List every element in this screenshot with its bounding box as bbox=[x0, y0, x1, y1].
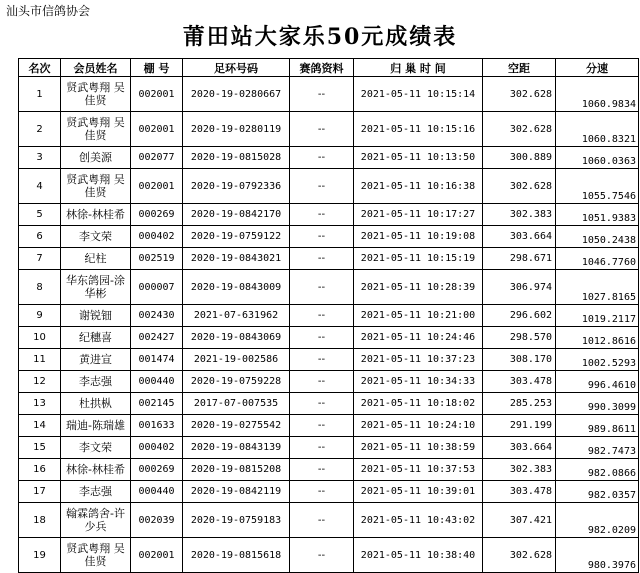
header-pigeon-info: 赛鸽资料 bbox=[290, 59, 354, 77]
table-row bbox=[19, 305, 639, 327]
rank-cell: 11 bbox=[19, 349, 61, 371]
table-row bbox=[19, 327, 639, 349]
rank-cell: 2 bbox=[19, 112, 61, 147]
return-time-cell: 2021-05-11 10:34:33 bbox=[354, 371, 483, 393]
member-name-cell: 林徐-林桂希 bbox=[61, 204, 131, 226]
loft-cell: 002077 bbox=[131, 147, 183, 169]
ring-number-cell: 2020-19-0843069 bbox=[183, 327, 290, 349]
rank-cell: 8 bbox=[19, 270, 61, 305]
loft-cell: 000007 bbox=[131, 270, 183, 305]
table-row bbox=[19, 147, 639, 169]
distance-cell: 302.628 bbox=[483, 77, 556, 112]
header-return-time: 归 巢 时 间 bbox=[354, 59, 483, 77]
speed-cell: 1060.9834 bbox=[556, 77, 639, 112]
rank-cell: 6 bbox=[19, 226, 61, 248]
header-ring-number: 足环号码 bbox=[183, 59, 290, 77]
return-time-cell: 2021-05-11 10:28:39 bbox=[354, 270, 483, 305]
header-speed: 分速 bbox=[556, 59, 639, 77]
header-rank: 名次 bbox=[19, 59, 61, 77]
pigeon-info-cell: -- bbox=[290, 503, 354, 538]
pigeon-info-cell: -- bbox=[290, 393, 354, 415]
member-name-cell: 贤武粤翔 吴佳贤 bbox=[61, 112, 131, 147]
loft-cell: 002001 bbox=[131, 112, 183, 147]
rank-cell: 15 bbox=[19, 437, 61, 459]
table-row bbox=[19, 77, 639, 112]
pigeon-info-cell: -- bbox=[290, 204, 354, 226]
pigeon-info-cell: -- bbox=[290, 147, 354, 169]
return-time-cell: 2021-05-11 10:15:14 bbox=[354, 77, 483, 112]
loft-cell: 000440 bbox=[131, 371, 183, 393]
pigeon-info-cell: -- bbox=[290, 538, 354, 573]
loft-cell: 001474 bbox=[131, 349, 183, 371]
ring-number-cell: 2020-19-0275542 bbox=[183, 415, 290, 437]
pigeon-info-cell: -- bbox=[290, 481, 354, 503]
loft-cell: 000440 bbox=[131, 481, 183, 503]
speed-cell: 982.0357 bbox=[556, 481, 639, 503]
speed-cell: 996.4610 bbox=[556, 371, 639, 393]
ring-number-cell: 2020-19-0280119 bbox=[183, 112, 290, 147]
loft-cell: 000402 bbox=[131, 437, 183, 459]
ring-number-cell: 2020-19-0842170 bbox=[183, 204, 290, 226]
return-time-cell: 2021-05-11 10:19:08 bbox=[354, 226, 483, 248]
speed-cell: 1019.2117 bbox=[556, 305, 639, 327]
member-name-cell: 谢锐钿 bbox=[61, 305, 131, 327]
loft-cell: 002430 bbox=[131, 305, 183, 327]
rank-cell: 9 bbox=[19, 305, 61, 327]
member-name-cell: 李志强 bbox=[61, 371, 131, 393]
ring-number-cell: 2020-19-0815618 bbox=[183, 538, 290, 573]
return-time-cell: 2021-05-11 10:13:50 bbox=[354, 147, 483, 169]
member-name-cell: 创美源 bbox=[61, 147, 131, 169]
pigeon-info-cell: -- bbox=[290, 226, 354, 248]
distance-cell: 303.478 bbox=[483, 371, 556, 393]
ring-number-cell: 2020-19-0815028 bbox=[183, 147, 290, 169]
speed-cell: 1055.7546 bbox=[556, 169, 639, 204]
pigeon-info-cell: -- bbox=[290, 459, 354, 481]
distance-cell: 303.478 bbox=[483, 481, 556, 503]
member-name-cell: 贤武粤翔 吴佳贤 bbox=[61, 538, 131, 573]
table-row bbox=[19, 169, 639, 204]
loft-cell: 000269 bbox=[131, 459, 183, 481]
rank-cell: 5 bbox=[19, 204, 61, 226]
ring-number-cell: 2020-19-0759228 bbox=[183, 371, 290, 393]
rank-cell: 13 bbox=[19, 393, 61, 415]
speed-cell: 1012.8616 bbox=[556, 327, 639, 349]
member-name-cell: 李文荣 bbox=[61, 226, 131, 248]
pigeon-info-cell: -- bbox=[290, 77, 354, 112]
return-time-cell: 2021-05-11 10:24:10 bbox=[354, 415, 483, 437]
distance-cell: 302.383 bbox=[483, 204, 556, 226]
ring-number-cell: 2020-19-0759183 bbox=[183, 503, 290, 538]
table-row bbox=[19, 270, 639, 305]
distance-cell: 296.602 bbox=[483, 305, 556, 327]
distance-cell: 302.628 bbox=[483, 112, 556, 147]
rank-cell: 10 bbox=[19, 327, 61, 349]
loft-cell: 002039 bbox=[131, 503, 183, 538]
speed-cell: 989.8611 bbox=[556, 415, 639, 437]
ring-number-cell: 2020-19-0792336 bbox=[183, 169, 290, 204]
ring-number-cell: 2017-07-007535 bbox=[183, 393, 290, 415]
distance-cell: 307.421 bbox=[483, 503, 556, 538]
rank-cell: 12 bbox=[19, 371, 61, 393]
speed-cell: 990.3099 bbox=[556, 393, 639, 415]
table-row bbox=[19, 204, 639, 226]
member-name-cell: 瑞迪-陈瑞雄 bbox=[61, 415, 131, 437]
table-row bbox=[19, 393, 639, 415]
member-name-cell: 李志强 bbox=[61, 481, 131, 503]
pigeon-info-cell: -- bbox=[290, 415, 354, 437]
member-name-cell: 翰霖鸽舍-许少兵 bbox=[61, 503, 131, 538]
rank-cell: 19 bbox=[19, 538, 61, 573]
return-time-cell: 2021-05-11 10:15:16 bbox=[354, 112, 483, 147]
ring-number-cell: 2020-19-0280667 bbox=[183, 77, 290, 112]
pigeon-info-cell: -- bbox=[290, 371, 354, 393]
return-time-cell: 2021-05-11 10:24:46 bbox=[354, 327, 483, 349]
distance-cell: 298.570 bbox=[483, 327, 556, 349]
table-row bbox=[19, 481, 639, 503]
rank-cell: 1 bbox=[19, 77, 61, 112]
distance-cell: 306.974 bbox=[483, 270, 556, 305]
speed-cell: 1046.7760 bbox=[556, 248, 639, 270]
loft-cell: 002427 bbox=[131, 327, 183, 349]
loft-cell: 002145 bbox=[131, 393, 183, 415]
return-time-cell: 2021-05-11 10:37:53 bbox=[354, 459, 483, 481]
return-time-cell: 2021-05-11 10:16:38 bbox=[354, 169, 483, 204]
rank-cell: 7 bbox=[19, 248, 61, 270]
return-time-cell: 2021-05-11 10:38:59 bbox=[354, 437, 483, 459]
rank-cell: 16 bbox=[19, 459, 61, 481]
ring-number-cell: 2020-19-0815208 bbox=[183, 459, 290, 481]
distance-cell: 303.664 bbox=[483, 437, 556, 459]
member-name-cell: 贤武粤翔 吴佳贤 bbox=[61, 169, 131, 204]
page-title: 莆田站大家乐50元成绩表 bbox=[182, 24, 458, 50]
table-row bbox=[19, 371, 639, 393]
rank-cell: 17 bbox=[19, 481, 61, 503]
rank-cell: 18 bbox=[19, 503, 61, 538]
ring-number-cell: 2020-19-0843009 bbox=[183, 270, 290, 305]
table-row bbox=[19, 538, 639, 573]
return-time-cell: 2021-05-11 10:39:01 bbox=[354, 481, 483, 503]
ring-number-cell: 2020-19-0842119 bbox=[183, 481, 290, 503]
speed-cell: 1002.5293 bbox=[556, 349, 639, 371]
member-name-cell: 华东鸽园-涂华彬 bbox=[61, 270, 131, 305]
table-row bbox=[19, 248, 639, 270]
ring-number-cell: 2020-19-0843021 bbox=[183, 248, 290, 270]
return-time-cell: 2021-05-11 10:38:40 bbox=[354, 538, 483, 573]
distance-cell: 285.253 bbox=[483, 393, 556, 415]
distance-cell: 303.664 bbox=[483, 226, 556, 248]
pigeon-info-cell: -- bbox=[290, 437, 354, 459]
loft-cell: 000269 bbox=[131, 204, 183, 226]
distance-cell: 298.671 bbox=[483, 248, 556, 270]
loft-cell: 002519 bbox=[131, 248, 183, 270]
speed-cell: 1050.2438 bbox=[556, 226, 639, 248]
rank-cell: 14 bbox=[19, 415, 61, 437]
pigeon-info-cell: -- bbox=[290, 305, 354, 327]
table-body bbox=[19, 77, 639, 573]
table-row bbox=[19, 415, 639, 437]
distance-cell: 302.628 bbox=[483, 169, 556, 204]
results-table bbox=[18, 58, 639, 573]
loft-cell: 001633 bbox=[131, 415, 183, 437]
pigeon-info-cell: -- bbox=[290, 349, 354, 371]
rank-cell: 3 bbox=[19, 147, 61, 169]
rank-cell: 4 bbox=[19, 169, 61, 204]
speed-cell: 1060.0363 bbox=[556, 147, 639, 169]
table-row bbox=[19, 437, 639, 459]
loft-cell: 002001 bbox=[131, 538, 183, 573]
member-name-cell: 纪穗喜 bbox=[61, 327, 131, 349]
return-time-cell: 2021-05-11 10:37:23 bbox=[354, 349, 483, 371]
table-row bbox=[19, 459, 639, 481]
member-name-cell: 李文荣 bbox=[61, 437, 131, 459]
return-time-cell: 2021-05-11 10:21:00 bbox=[354, 305, 483, 327]
distance-cell: 308.170 bbox=[483, 349, 556, 371]
member-name-cell: 纪柱 bbox=[61, 248, 131, 270]
header-distance: 空距 bbox=[483, 59, 556, 77]
distance-cell: 300.889 bbox=[483, 147, 556, 169]
member-name-cell: 黄进宣 bbox=[61, 349, 131, 371]
table-row bbox=[19, 349, 639, 371]
return-time-cell: 2021-05-11 10:18:02 bbox=[354, 393, 483, 415]
pigeon-info-cell: -- bbox=[290, 112, 354, 147]
distance-cell: 291.199 bbox=[483, 415, 556, 437]
header-member-name: 会员姓名 bbox=[61, 59, 131, 77]
pigeon-info-cell: -- bbox=[290, 169, 354, 204]
speed-cell: 982.7473 bbox=[556, 437, 639, 459]
ring-number-cell: 2020-19-0759122 bbox=[183, 226, 290, 248]
loft-cell: 000402 bbox=[131, 226, 183, 248]
table-row bbox=[19, 226, 639, 248]
pigeon-info-cell: -- bbox=[290, 270, 354, 305]
distance-cell: 302.628 bbox=[483, 538, 556, 573]
pigeon-info-cell: -- bbox=[290, 327, 354, 349]
distance-cell: 302.383 bbox=[483, 459, 556, 481]
return-time-cell: 2021-05-11 10:17:27 bbox=[354, 204, 483, 226]
ring-number-cell: 2020-19-0843139 bbox=[183, 437, 290, 459]
speed-cell: 1027.8165 bbox=[556, 270, 639, 305]
org-name: 汕头市信鸽协会 bbox=[6, 4, 91, 18]
member-name-cell: 林徐-林桂希 bbox=[61, 459, 131, 481]
speed-cell: 982.0866 bbox=[556, 459, 639, 481]
speed-cell: 1051.9383 bbox=[556, 204, 639, 226]
ring-number-cell: 2021-07-631962 bbox=[183, 305, 290, 327]
return-time-cell: 2021-05-11 10:15:19 bbox=[354, 248, 483, 270]
ring-number-cell: 2021-19-002586 bbox=[183, 349, 290, 371]
table-row bbox=[19, 503, 639, 538]
header-row bbox=[19, 59, 639, 77]
member-name-cell: 杜拱枞 bbox=[61, 393, 131, 415]
loft-cell: 002001 bbox=[131, 169, 183, 204]
speed-cell: 1060.8321 bbox=[556, 112, 639, 147]
header-loft: 棚 号 bbox=[131, 59, 183, 77]
loft-cell: 002001 bbox=[131, 77, 183, 112]
pigeon-info-cell: -- bbox=[290, 248, 354, 270]
speed-cell: 980.3976 bbox=[556, 538, 639, 573]
table-row bbox=[19, 112, 639, 147]
member-name-cell: 贤武粤翔 吴佳贤 bbox=[61, 77, 131, 112]
return-time-cell: 2021-05-11 10:43:02 bbox=[354, 503, 483, 538]
speed-cell: 982.0209 bbox=[556, 503, 639, 538]
